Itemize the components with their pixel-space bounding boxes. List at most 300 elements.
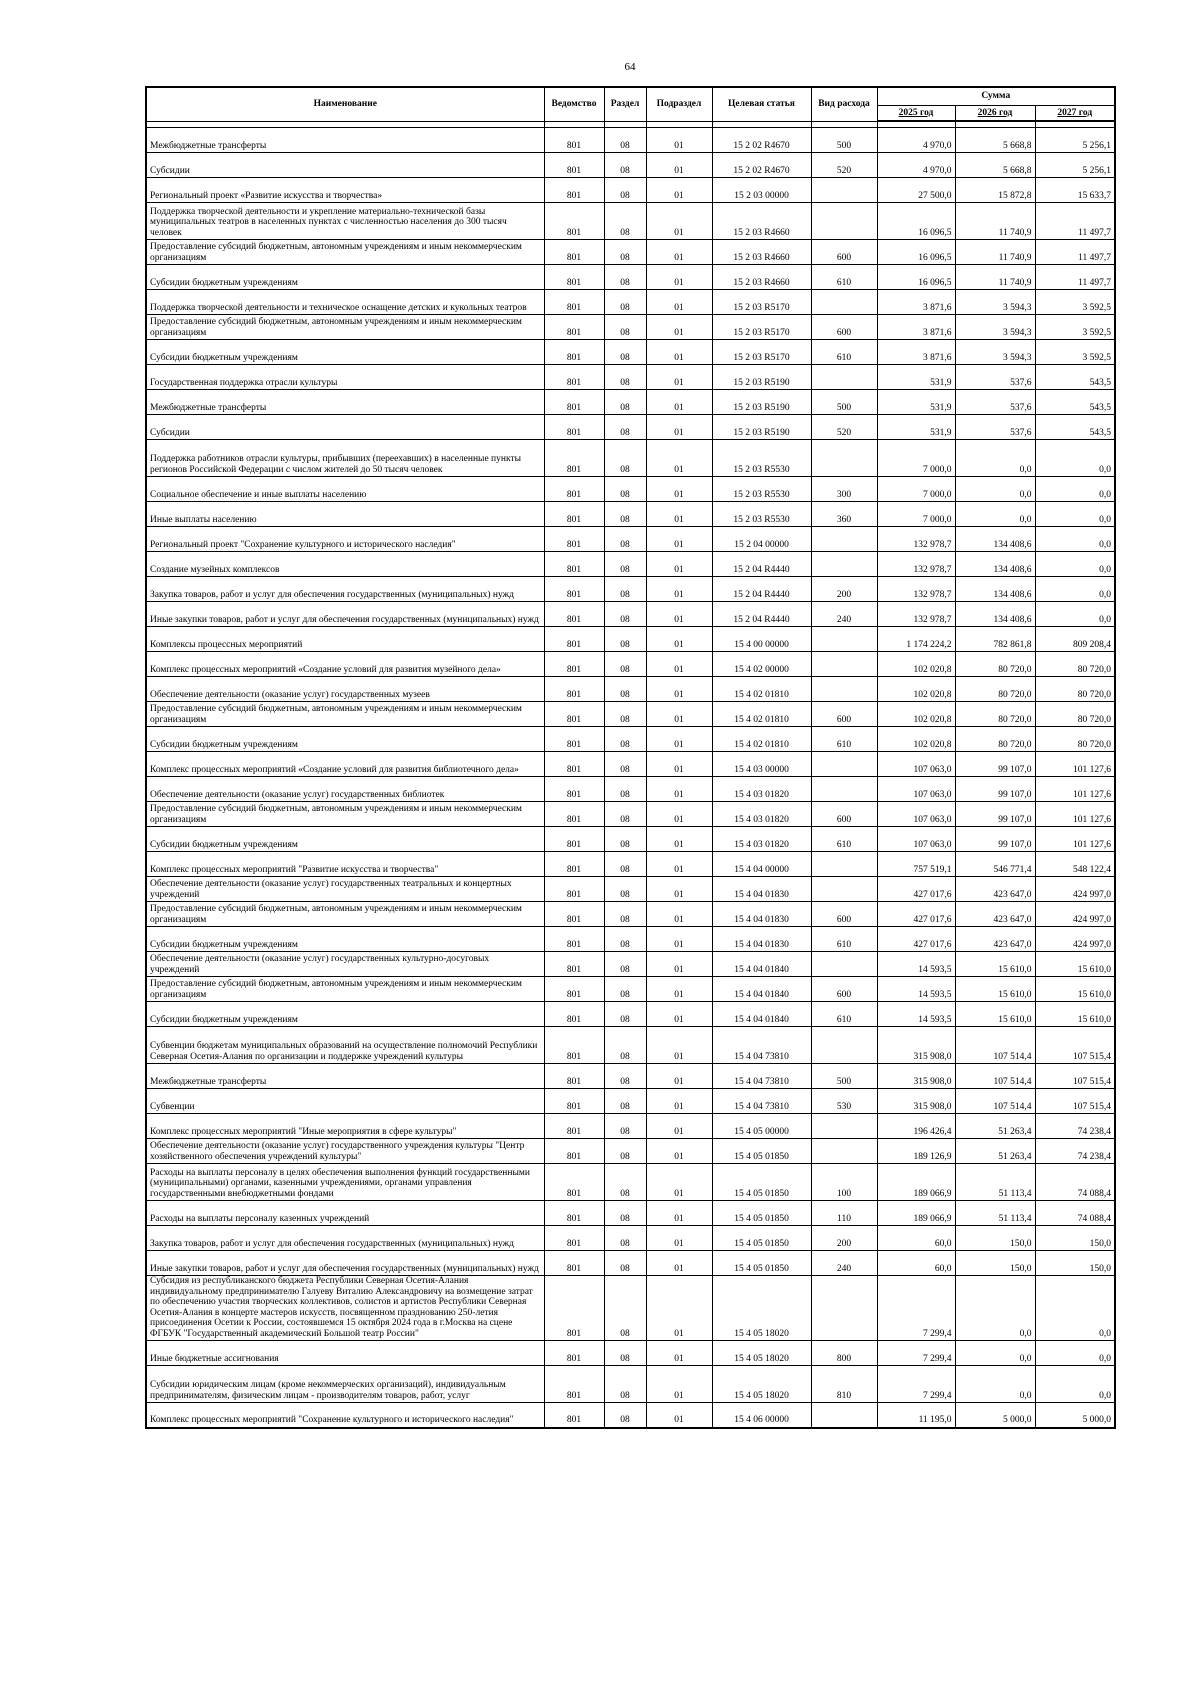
table-row (146, 852, 1115, 877)
table-row (146, 502, 1115, 527)
cell-vedomstvo: 801 (544, 1366, 604, 1403)
cell-sum-2025: 427 017,6 (877, 927, 955, 952)
cell-razdel: 08 (604, 203, 646, 240)
cell-sum-2025: 102 020,8 (877, 652, 955, 677)
table-row (146, 602, 1115, 627)
cell-name: Межбюджетные трансферты (146, 390, 544, 415)
cell-sum-2027: 107 515,4 (1035, 1089, 1115, 1114)
cell-podrazdel: 01 (646, 203, 712, 240)
cell-tselevaya-statya: 15 2 04 R4440 (712, 602, 811, 627)
cell-sum-2027: 548 122,4 (1035, 852, 1115, 877)
table-row (146, 877, 1115, 902)
cell-name: Субсидии бюджетным учреждениям (146, 1002, 544, 1027)
cell-sum-2025: 531,9 (877, 415, 955, 440)
table-row (146, 340, 1115, 365)
cell-sum-2025: 107 063,0 (877, 777, 955, 802)
cell-sum-2025: 427 017,6 (877, 877, 955, 902)
cell-name: Субсидии юридическим лицам (кроме некоммерческих организаций), индивидуальным предпринимателям, физическим лицам - производителям товаров, работ, услуг (146, 1366, 544, 1403)
cell-razdel: 08 (604, 440, 646, 477)
cell-name: Обеспечение деятельности (оказание услуг) государственного учреждения культуры "Центр хозяйственного обеспечения учреждений культуры" (146, 1139, 544, 1164)
cell-vedomstvo: 801 (544, 927, 604, 952)
cell-sum-2025: 531,9 (877, 390, 955, 415)
table-row (146, 1341, 1115, 1366)
cell-podrazdel: 01 (646, 552, 712, 577)
cell-razdel: 08 (604, 1201, 646, 1226)
cell-razdel: 08 (604, 178, 646, 203)
table-row (146, 1164, 1115, 1201)
cell-tselevaya-statya: 15 2 03 R5530 (712, 477, 811, 502)
cell-sum-2026: 134 408,6 (955, 577, 1035, 602)
cell-name: Обеспечение деятельности (оказание услуг) государственных музеев (146, 677, 544, 702)
cell-sum-2026: 537,6 (955, 365, 1035, 390)
cell-name: Обеспечение деятельности (оказание услуг) государственных культурно-досуговых учреждений (146, 952, 544, 977)
cell-razdel: 08 (604, 390, 646, 415)
cell-podrazdel: 01 (646, 902, 712, 927)
cell-vedomstvo: 801 (544, 178, 604, 203)
cell-podrazdel: 01 (646, 577, 712, 602)
cell-razdel: 08 (604, 340, 646, 365)
cell-vedomstvo: 801 (544, 577, 604, 602)
page-number: 64 (624, 61, 636, 73)
cell-vedomstvo: 801 (544, 1027, 604, 1064)
cell-sum-2027: 0,0 (1035, 577, 1115, 602)
cell-name: Субсидии бюджетным учреждениям (146, 727, 544, 752)
cell-sum-2025: 7 299,4 (877, 1366, 955, 1403)
cell-vedomstvo: 801 (544, 602, 604, 627)
cell-name: Обеспечение деятельности (оказание услуг) государственных библиотек (146, 777, 544, 802)
cell-tselevaya-statya: 15 4 03 01820 (712, 802, 811, 827)
cell-vid-raskhoda (811, 1114, 877, 1139)
cell-podrazdel: 01 (646, 390, 712, 415)
cell-sum-2026: 80 720,0 (955, 652, 1035, 677)
cell-sum-2027: 101 127,6 (1035, 827, 1115, 852)
cell-vedomstvo: 801 (544, 1114, 604, 1139)
cell-sum-2027: 15 610,0 (1035, 952, 1115, 977)
cell-sum-2027: 424 997,0 (1035, 927, 1115, 952)
cell-podrazdel: 01 (646, 1341, 712, 1366)
table-row (146, 265, 1115, 290)
cell-podrazdel: 01 (646, 752, 712, 777)
table-body (146, 121, 1115, 1428)
cell-name: Субсидии бюджетным учреждениям (146, 927, 544, 952)
cell-sum-2025: 11 195,0 (877, 1403, 955, 1428)
cell-sum-2027: 11 497,7 (1035, 240, 1115, 265)
cell-razdel: 08 (604, 652, 646, 677)
cell-sum-2025: 7 299,4 (877, 1276, 955, 1341)
cell-razdel: 08 (604, 627, 646, 652)
cell-sum-2025: 27 500,0 (877, 178, 955, 203)
cell-podrazdel: 01 (646, 852, 712, 877)
cell-vedomstvo: 801 (544, 440, 604, 477)
cell-name: Субвенции (146, 1089, 544, 1114)
cell-razdel: 08 (604, 927, 646, 952)
cell-podrazdel: 01 (646, 677, 712, 702)
cell-vedomstvo: 801 (544, 1226, 604, 1251)
cell-sum-2026: 80 720,0 (955, 702, 1035, 727)
cell-vedomstvo: 801 (544, 390, 604, 415)
cell-vedomstvo: 801 (544, 365, 604, 390)
cell-tselevaya-statya: 15 2 03 R5530 (712, 502, 811, 527)
cell-vid-raskhoda (811, 178, 877, 203)
header-vid-raskhoda: Вид расхода (811, 87, 877, 121)
cell-tselevaya-statya: 15 2 03 R5190 (712, 415, 811, 440)
cell-vid-raskhoda (811, 677, 877, 702)
cell-vid-raskhoda: 600 (811, 240, 877, 265)
table-row (146, 1226, 1115, 1251)
cell-podrazdel: 01 (646, 440, 712, 477)
header-summa: Сумма (877, 87, 1115, 106)
cell-sum-2025: 102 020,8 (877, 727, 955, 752)
cell-vedomstvo: 801 (544, 502, 604, 527)
cell-sum-2025: 1 174 224,2 (877, 627, 955, 652)
table-row (146, 1403, 1115, 1428)
cell-vedomstvo: 801 (544, 415, 604, 440)
cell-tselevaya-statya: 15 4 06 00000 (712, 1403, 811, 1428)
header-year-2026: 2026 год (955, 106, 1035, 122)
header-razdel: Раздел (604, 87, 646, 121)
cell-sum-2027: 15 610,0 (1035, 1002, 1115, 1027)
cell-sum-2026: 134 408,6 (955, 552, 1035, 577)
cell-sum-2026: 150,0 (955, 1251, 1035, 1276)
cell-vid-raskhoda: 240 (811, 602, 877, 627)
cell-sum-2027: 0,0 (1035, 502, 1115, 527)
cell-name: Комплекс процессных мероприятий "Сохранение культурного и исторического наследия" (146, 1403, 544, 1428)
cell-razdel: 08 (604, 415, 646, 440)
cell-vid-raskhoda: 600 (811, 702, 877, 727)
cell-sum-2025: 132 978,7 (877, 527, 955, 552)
cell-sum-2027: 543,5 (1035, 365, 1115, 390)
cell-razdel: 08 (604, 952, 646, 977)
cell-razdel: 08 (604, 1226, 646, 1251)
cell-sum-2027: 150,0 (1035, 1226, 1115, 1251)
cell-sum-2027: 5 256,1 (1035, 153, 1115, 178)
cell-tselevaya-statya: 15 2 04 R4440 (712, 552, 811, 577)
cell-name: Закупка товаров, работ и услуг для обеспечения государственных (муниципальных) нужд (146, 1226, 544, 1251)
cell-sum-2026: 782 861,8 (955, 627, 1035, 652)
cell-name: Поддержка работников отрасли культуры, прибывших (переехавших) в населенные пункты регионов Российской Федерации с числом жителей до 50 тысяч человек (146, 440, 544, 477)
table-row (146, 652, 1115, 677)
cell-vid-raskhoda: 360 (811, 502, 877, 527)
cell-sum-2025: 315 908,0 (877, 1089, 955, 1114)
cell-sum-2026: 3 594,3 (955, 315, 1035, 340)
cell-sum-2026: 134 408,6 (955, 602, 1035, 627)
cell-vid-raskhoda: 200 (811, 577, 877, 602)
table-row (146, 627, 1115, 652)
cell-podrazdel: 01 (646, 290, 712, 315)
header-tselevaya-statya: Целевая статья (712, 87, 811, 121)
table-row (146, 240, 1115, 265)
cell-name: Государственная поддержка отрасли культуры (146, 365, 544, 390)
cell-tselevaya-statya: 15 4 05 01850 (712, 1164, 811, 1201)
cell-vid-raskhoda (811, 952, 877, 977)
cell-name: Иные закупки товаров, работ и услуг для обеспечения государственных (муниципальных) нужд (146, 602, 544, 627)
cell-sum-2026: 423 647,0 (955, 927, 1035, 952)
cell-podrazdel: 01 (646, 477, 712, 502)
cell-sum-2027: 101 127,6 (1035, 752, 1115, 777)
cell-vedomstvo: 801 (544, 752, 604, 777)
cell-podrazdel: 01 (646, 702, 712, 727)
cell-sum-2027: 80 720,0 (1035, 677, 1115, 702)
cell-name: Межбюджетные трансферты (146, 1064, 544, 1089)
cell-vid-raskhoda (811, 203, 877, 240)
cell-razdel: 08 (604, 153, 646, 178)
table-row (146, 178, 1115, 203)
cell-vid-raskhoda: 800 (811, 1341, 877, 1366)
cell-vid-raskhoda: 600 (811, 902, 877, 927)
cell-tselevaya-statya: 15 2 03 R5530 (712, 440, 811, 477)
cell-vid-raskhoda: 110 (811, 1201, 877, 1226)
header-year-2025: 2025 год (877, 106, 955, 122)
cell-sum-2027: 107 515,4 (1035, 1064, 1115, 1089)
cell-razdel: 08 (604, 1341, 646, 1366)
cell-podrazdel: 01 (646, 240, 712, 265)
cell-sum-2027: 107 515,4 (1035, 1027, 1115, 1064)
cell-sum-2026: 3 594,3 (955, 290, 1035, 315)
cell-sum-2025: 16 096,5 (877, 203, 955, 240)
cell-vedomstvo: 801 (544, 240, 604, 265)
cell-sum-2026: 0,0 (955, 502, 1035, 527)
cell-tselevaya-statya: 15 2 03 R5170 (712, 340, 811, 365)
cell-podrazdel: 01 (646, 1089, 712, 1114)
cell-tselevaya-statya: 15 4 02 00000 (712, 652, 811, 677)
cell-vedomstvo: 801 (544, 340, 604, 365)
cell-vedomstvo: 801 (544, 952, 604, 977)
cell-vid-raskhoda: 500 (811, 128, 877, 153)
cell-sum-2027: 74 238,4 (1035, 1114, 1115, 1139)
table-row (146, 390, 1115, 415)
cell-vid-raskhoda (811, 652, 877, 677)
cell-name: Субсидии (146, 153, 544, 178)
cell-name: Комплекс процессных мероприятий "Развитие искусства и творчества" (146, 852, 544, 877)
cell-vedomstvo: 801 (544, 1164, 604, 1201)
cell-sum-2025: 102 020,8 (877, 677, 955, 702)
cell-vid-raskhoda (811, 777, 877, 802)
header-vedomstvo: Ведомство (544, 87, 604, 121)
cell-name: Иные закупки товаров, работ и услуг для обеспечения государственных (муниципальных) нужд (146, 1251, 544, 1276)
cell-name: Поддержка творческой деятельности и техническое оснащение детских и кукольных театров (146, 290, 544, 315)
cell-sum-2027: 15 633,7 (1035, 178, 1115, 203)
cell-sum-2027: 80 720,0 (1035, 727, 1115, 752)
cell-vedomstvo: 801 (544, 677, 604, 702)
cell-vid-raskhoda: 610 (811, 927, 877, 952)
cell-tselevaya-statya: 15 4 02 01810 (712, 702, 811, 727)
cell-sum-2027: 424 997,0 (1035, 902, 1115, 927)
cell-sum-2026: 15 610,0 (955, 1002, 1035, 1027)
cell-sum-2026: 80 720,0 (955, 677, 1035, 702)
cell-tselevaya-statya: 15 4 02 01810 (712, 677, 811, 702)
cell-razdel: 08 (604, 777, 646, 802)
table-row (146, 1027, 1115, 1064)
cell-podrazdel: 01 (646, 802, 712, 827)
cell-sum-2025: 14 593,5 (877, 977, 955, 1002)
cell-vedomstvo: 801 (544, 802, 604, 827)
cell-sum-2026: 5 668,8 (955, 153, 1035, 178)
cell-podrazdel: 01 (646, 153, 712, 178)
cell-sum-2026: 80 720,0 (955, 727, 1035, 752)
cell-name: Иные бюджетные ассигнования (146, 1341, 544, 1366)
cell-sum-2026: 423 647,0 (955, 877, 1035, 902)
cell-sum-2026: 11 740,9 (955, 240, 1035, 265)
cell-vid-raskhoda: 520 (811, 415, 877, 440)
cell-vid-raskhoda: 610 (811, 827, 877, 852)
table-row (146, 777, 1115, 802)
cell-name: Предоставление субсидий бюджетным, автономным учреждениям и иным некоммерческим организациям (146, 902, 544, 927)
cell-sum-2025: 189 066,9 (877, 1164, 955, 1201)
cell-sum-2025: 427 017,6 (877, 902, 955, 927)
cell-sum-2025: 7 000,0 (877, 440, 955, 477)
cell-tselevaya-statya: 15 2 03 R4660 (712, 240, 811, 265)
cell-sum-2025: 102 020,8 (877, 702, 955, 727)
budget-table (145, 86, 1116, 1429)
cell-sum-2025: 3 871,6 (877, 290, 955, 315)
table-header (146, 87, 1115, 121)
cell-vedomstvo: 801 (544, 128, 604, 153)
cell-tselevaya-statya: 15 4 04 01840 (712, 952, 811, 977)
cell-name: Социальное обеспечение и иные выплаты населению (146, 477, 544, 502)
cell-razdel: 08 (604, 1027, 646, 1064)
cell-name: Обеспечение деятельности (оказание услуг) государственных театральных и концертных учреждений (146, 877, 544, 902)
cell-sum-2025: 4 970,0 (877, 153, 955, 178)
cell-name: Предоставление субсидий бюджетным, автономным учреждениям и иным некоммерческим организациям (146, 802, 544, 827)
table-row (146, 1276, 1115, 1341)
header-year-2027: 2027 год (1035, 106, 1115, 122)
cell-vedomstvo: 801 (544, 1002, 604, 1027)
cell-razdel: 08 (604, 702, 646, 727)
table-row (146, 752, 1115, 777)
cell-sum-2027: 424 997,0 (1035, 877, 1115, 902)
cell-tselevaya-statya: 15 4 04 01830 (712, 902, 811, 927)
cell-podrazdel: 01 (646, 1139, 712, 1164)
cell-vid-raskhoda (811, 1276, 877, 1341)
cell-sum-2027: 74 238,4 (1035, 1139, 1115, 1164)
cell-sum-2025: 14 593,5 (877, 1002, 955, 1027)
cell-name: Субсидии бюджетным учреждениям (146, 265, 544, 290)
table-row (146, 1064, 1115, 1089)
cell-vedomstvo: 801 (544, 552, 604, 577)
cell-razdel: 08 (604, 1089, 646, 1114)
cell-tselevaya-statya: 15 2 02 R4670 (712, 128, 811, 153)
cell-vedomstvo: 801 (544, 1089, 604, 1114)
cell-vedomstvo: 801 (544, 977, 604, 1002)
cell-vid-raskhoda: 200 (811, 1226, 877, 1251)
cell-vedomstvo: 801 (544, 265, 604, 290)
cell-razdel: 08 (604, 827, 646, 852)
cell-sum-2027: 5 256,1 (1035, 128, 1115, 153)
cell-name: Комплекс процессных мероприятий «Создание условий для развития музейного дела» (146, 652, 544, 677)
cell-sum-2025: 3 871,6 (877, 315, 955, 340)
table-row (146, 902, 1115, 927)
cell-tselevaya-statya: 15 4 03 00000 (712, 752, 811, 777)
cell-sum-2026: 99 107,0 (955, 752, 1035, 777)
table-row (146, 1139, 1115, 1164)
cell-name: Субсидия из республиканского бюджета Республики Северная Осетия-Алания индивидуальному предпринимателю Галуеву Виталию Александровичу на возмещение затрат по обеспечению участия творческих коллективов, солистов и артистов Республики Северная Осетия-Алания в концерте мастеров искусств, посвященном празднованию 250-летия присоединения Осетии к России, состоявшемся 15 октября 2024 года в г.Москва на сцене ФГБУК "Государственный академический Большой театр России" (146, 1276, 544, 1341)
cell-tselevaya-statya: 15 4 04 01830 (712, 927, 811, 952)
cell-razdel: 08 (604, 852, 646, 877)
table-row (146, 203, 1115, 240)
cell-razdel: 08 (604, 1403, 646, 1428)
cell-vid-raskhoda (811, 752, 877, 777)
cell-sum-2025: 4 970,0 (877, 128, 955, 153)
cell-tselevaya-statya: 15 4 05 01850 (712, 1201, 811, 1226)
cell-razdel: 08 (604, 727, 646, 752)
cell-sum-2027: 101 127,6 (1035, 802, 1115, 827)
cell-razdel: 08 (604, 365, 646, 390)
cell-podrazdel: 01 (646, 1027, 712, 1064)
table-row (146, 727, 1115, 752)
cell-vid-raskhoda (811, 440, 877, 477)
cell-name: Комплекс процессных мероприятий «Создание условий для развития библиотечного дела» (146, 752, 544, 777)
header-podrazdel: Подраздел (646, 87, 712, 121)
cell-sum-2027: 101 127,6 (1035, 777, 1115, 802)
cell-vedomstvo: 801 (544, 777, 604, 802)
cell-tselevaya-statya: 15 4 03 01820 (712, 827, 811, 852)
cell-podrazdel: 01 (646, 1251, 712, 1276)
cell-name: Расходы на выплаты персоналу казенных учреждений (146, 1201, 544, 1226)
cell-sum-2027: 80 720,0 (1035, 702, 1115, 727)
cell-name: Межбюджетные трансферты (146, 128, 544, 153)
cell-razdel: 08 (604, 315, 646, 340)
cell-vid-raskhoda: 100 (811, 1164, 877, 1201)
cell-razdel: 08 (604, 577, 646, 602)
cell-vedomstvo: 801 (544, 1276, 604, 1341)
cell-vedomstvo: 801 (544, 1201, 604, 1226)
table-row (146, 577, 1115, 602)
cell-razdel: 08 (604, 265, 646, 290)
cell-vid-raskhoda: 500 (811, 390, 877, 415)
cell-sum-2026: 51 113,4 (955, 1164, 1035, 1201)
table-row (146, 128, 1115, 153)
cell-sum-2025: 132 978,7 (877, 577, 955, 602)
table-row (146, 440, 1115, 477)
cell-tselevaya-statya: 15 4 04 00000 (712, 852, 811, 877)
cell-vedomstvo: 801 (544, 477, 604, 502)
cell-sum-2027: 3 592,5 (1035, 315, 1115, 340)
cell-podrazdel: 01 (646, 1114, 712, 1139)
table-row (146, 952, 1115, 977)
cell-vedomstvo: 801 (544, 852, 604, 877)
cell-podrazdel: 01 (646, 265, 712, 290)
cell-tselevaya-statya: 15 4 04 73810 (712, 1064, 811, 1089)
cell-vedomstvo: 801 (544, 153, 604, 178)
cell-podrazdel: 01 (646, 1164, 712, 1201)
cell-sum-2027: 809 208,4 (1035, 627, 1115, 652)
cell-tselevaya-statya: 15 4 04 73810 (712, 1089, 811, 1114)
header-name: Наименование (146, 87, 544, 121)
table-row (146, 802, 1115, 827)
cell-tselevaya-statya: 15 4 05 18020 (712, 1341, 811, 1366)
cell-sum-2025: 7 000,0 (877, 477, 955, 502)
cell-sum-2027: 15 610,0 (1035, 977, 1115, 1002)
cell-vid-raskhoda (811, 1403, 877, 1428)
cell-tselevaya-statya: 15 4 05 01850 (712, 1226, 811, 1251)
cell-razdel: 08 (604, 502, 646, 527)
cell-podrazdel: 01 (646, 365, 712, 390)
cell-tselevaya-statya: 15 4 03 01820 (712, 777, 811, 802)
cell-sum-2027: 0,0 (1035, 602, 1115, 627)
cell-name: Комплексы процессных мероприятий (146, 627, 544, 652)
cell-sum-2027: 74 088,4 (1035, 1201, 1115, 1226)
cell-sum-2025: 3 871,6 (877, 340, 955, 365)
cell-podrazdel: 01 (646, 977, 712, 1002)
cell-vid-raskhoda: 610 (811, 265, 877, 290)
cell-sum-2025: 189 066,9 (877, 1201, 955, 1226)
cell-name: Региональный проект «Развитие искусства и творчества» (146, 178, 544, 203)
table-row (146, 677, 1115, 702)
cell-vedomstvo: 801 (544, 1341, 604, 1366)
cell-sum-2026: 5 000,0 (955, 1403, 1035, 1428)
cell-name: Иные выплаты населению (146, 502, 544, 527)
cell-tselevaya-statya: 15 4 02 01810 (712, 727, 811, 752)
